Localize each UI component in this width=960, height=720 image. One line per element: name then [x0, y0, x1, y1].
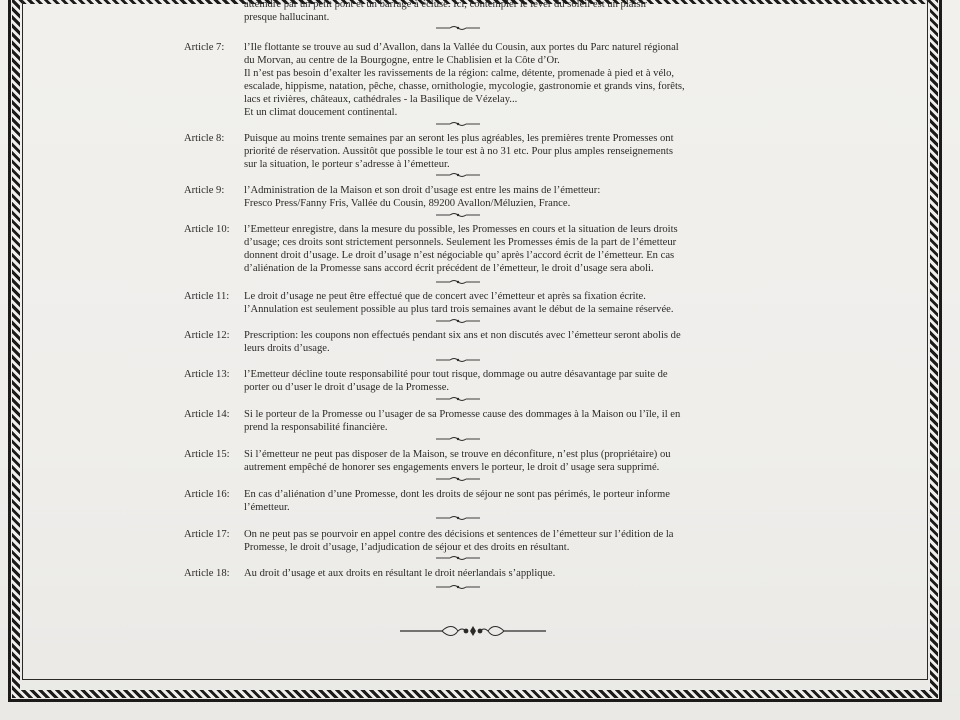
divider-ornament-icon [436, 584, 480, 590]
article-text [244, 408, 680, 434]
article-text [244, 488, 670, 514]
divider-ornament-icon [436, 476, 480, 482]
article-line: d’aliénation de la Promesse sans accord écrit précédent de l’émetteur, le droit d’usage sera aboli. [244, 263, 654, 274]
section-divider [436, 357, 480, 363]
article-line: du Morvan, au centre de la Bourgogne, entre le Chablisien et la Côte d’Or. [244, 55, 560, 66]
divider-ornament-icon [436, 121, 480, 127]
article-number: Article 17: [184, 529, 230, 540]
article-line: l’Ile flottante se trouve au sud d’Avallon, dans la Vallée du Cousin, aux portes du Parc naturel régional [244, 42, 679, 53]
section-divider [436, 515, 480, 521]
divider-ornament-icon [436, 515, 480, 521]
article-line: Au droit d’usage et aux droits en résultant le droit néerlandais s’applique. [244, 568, 556, 579]
article-line: prend la responsabilité financière. [244, 422, 388, 433]
section-divider [436, 212, 480, 218]
article-line: d’usage; ces droits sont strictement personnels. Seulement les Promesses émis de la part de l’émetteur [244, 237, 677, 248]
article-number: Article 9: [184, 185, 225, 196]
section-divider [436, 476, 480, 482]
article-line: donnent droit d’usage. Le droit d’usage n’est négociable qu’ après l’accord écrit de l’émetteur. En cas [244, 250, 675, 261]
section-divider [436, 584, 480, 590]
article-line: Si l’émetteur ne peut pas disposer de la Maison, se trouve en déconfiture, n’est plus (propriétaire) ou [244, 449, 671, 460]
divider-ornament-icon [436, 357, 480, 363]
divider-ornament-icon [436, 279, 480, 285]
article-number: Article 7: [184, 42, 225, 53]
article-text [244, 41, 685, 119]
article-line: l’émetteur. [244, 502, 290, 513]
article-line: Fresco Press/Fanny Fris, Vallée du Cousin, 89200 Avallon/Méluzien, France. [244, 198, 571, 209]
section-divider [436, 25, 480, 31]
closing-ornament [400, 624, 546, 638]
article-line: Le droit d’usage ne peut être effectué que de concert avec l’émetteur et après sa fixation écrite. [244, 291, 646, 302]
divider-ornament-icon [436, 212, 480, 218]
article-number: Article 18: [184, 568, 230, 579]
article-line: Si le porteur de la Promesse ou l’usager de sa Promesse cause des dommages à la Maison ou l’île, il en [244, 409, 681, 420]
divider-ornament-icon [436, 318, 480, 324]
article-line: priorité de réservation. Aussitôt que possible le tour est à no 31 etc. Pour plus amples renseignements [244, 146, 673, 157]
section-divider [436, 436, 480, 442]
divider-ornament-icon [436, 396, 480, 402]
divider-ornament-icon [436, 172, 480, 178]
divider-ornament-icon [436, 25, 480, 31]
article-line: Puisque au moins trente semaines par an seront les plus agréables, les premières trente Promesses ont [244, 133, 674, 144]
article-line: porter ou d’user le droit d’usage de la Promesse. [244, 382, 450, 393]
intro-line: presque hallucinant. [244, 12, 330, 23]
article-number: Article 13: [184, 369, 230, 380]
article-line: autrement empêché de honorer ses engagements envers le porteur, le droit d’ usage sera supprimé. [244, 462, 660, 473]
article-number: Article 12: [184, 330, 230, 341]
intro-line: atteindre par un petit pont et un barrage à écluse. Ici, contempler le lever du soleil est un plaisir [244, 0, 648, 10]
article-line: sur la situation, le porteur s’adresse à l’émetteur. [244, 159, 450, 170]
article-text [244, 132, 674, 171]
article-text [244, 528, 674, 554]
article-line: l’Emetteur décline toute responsabilité pour tout risque, dommage ou autre désavantage par suite de [244, 369, 668, 380]
article-text [244, 184, 600, 210]
article-number: Article 14: [184, 409, 230, 420]
section-divider [436, 121, 480, 127]
closing-ornament-icon [400, 624, 546, 638]
section-divider [436, 279, 480, 285]
article-line: l’Administration de la Maison et son droit d’usage est entre les mains de l’émetteur: [244, 185, 601, 196]
section-divider [436, 396, 480, 402]
article-line: leurs droits d’usage. [244, 343, 330, 354]
article-line: Il n’est pas besoin d’exalter les ravissements de la région: calme, détente, promenade à pied et à vélo, [244, 68, 675, 79]
article-line: Et un climat doucement continental. [244, 107, 398, 118]
article-text [244, 223, 678, 275]
divider-ornament-icon [436, 555, 480, 561]
article-text [244, 448, 671, 474]
article-text [244, 567, 555, 580]
article-line: On ne peut pas se pourvoir en appel contre des décisions et sentences de l’émetteur sur l’édition de la [244, 529, 674, 540]
article-line: Promesse, le droit d’usage, l’adjudication de séjour et des droits en résultant. [244, 542, 570, 553]
article-line: escalade, hippisme, natation, pêche, chasse, ornithologie, mycologie, gastronomie et grands vins, forêts, [244, 81, 685, 92]
article-number: Article 11: [184, 291, 230, 302]
article-number: Article 8: [184, 133, 225, 144]
article-number: Article 15: [184, 449, 230, 460]
article-number: Article 16: [184, 489, 230, 500]
article-line: l’Emetteur enregistre, dans la mesure du possible, les Promesses en cours et la situation de leurs droits [244, 224, 678, 235]
article-text [244, 290, 674, 316]
article-number: Article 10: [184, 224, 230, 235]
divider-ornament-icon [436, 436, 480, 442]
article-line: l’Annulation est seulement possible au plus tard trois semaines avant le début de la semaine réservée. [244, 304, 674, 315]
article-text [244, 329, 681, 355]
section-divider [436, 555, 480, 561]
article-text [244, 368, 668, 394]
intro-paragraph [244, 0, 744, 24]
section-divider [436, 172, 480, 178]
article-line: Prescription: les coupons non effectués pendant six ans et non discutés avec l’émetteur seront abolis de [244, 330, 681, 341]
article-line: lacs et rivières, châteaux, cathédrales - la Basilique de Vézelay... [244, 94, 518, 105]
article-line: En cas d’aliénation d’une Promesse, dont les droits de séjour ne sont pas périmés, le porteur informe [244, 489, 670, 500]
section-divider [436, 318, 480, 324]
